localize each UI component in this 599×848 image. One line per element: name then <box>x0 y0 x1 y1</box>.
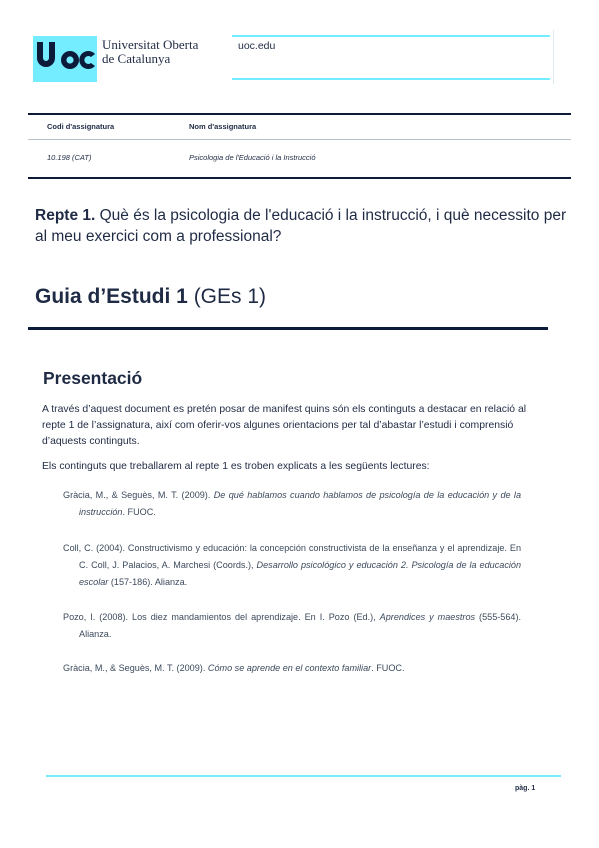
reference-1-title: De qué hablamos cuando hablamos de psicología de la educación y de la instrucción <box>79 490 522 517</box>
reference-3-title: Aprendices y maestros <box>379 612 476 622</box>
reference-1-publisher: . FUOC. <box>122 507 156 517</box>
name-value: Psicologia de l'Educació i la Instrucció <box>189 153 316 162</box>
reference-4-title: Cómo se aprende en el contexto familiar <box>207 663 372 673</box>
name-header: Nom d'assignatura <box>189 122 257 131</box>
challenge-label: Repte 1. <box>35 207 96 224</box>
table-rule-top <box>28 113 571 115</box>
guide-title-rule <box>28 327 548 330</box>
reference-2 <box>63 540 521 591</box>
site-link[interactable]: uoc.edu <box>238 40 276 52</box>
reference-4 <box>63 660 521 677</box>
university-name <box>102 38 198 66</box>
reference-4-authors: Gràcia, M., & Seguès, M. T. (2009). <box>63 663 208 673</box>
header-rule-top <box>232 35 550 37</box>
footer-rule <box>46 775 561 777</box>
challenge-heading <box>35 205 570 247</box>
reference-3-authors: Pozo, I. (2008). Los diez mandamientos del aprendizaje. En I. Pozo (Ed.), <box>63 612 380 622</box>
page-number: pàg. 1 <box>515 785 536 792</box>
reference-4-publisher: . FUOC. <box>371 663 405 673</box>
reference-1 <box>63 487 521 521</box>
reference-2-authors: Coll, C. (2004). Constructivismo y educación: la concepción constructivista de la enseñanza y el aprendizaje. En C. Coll, J. Palacios, A. Marchesi (Coords.), <box>63 543 521 570</box>
code-value: 10.198 (CAT) <box>47 153 92 162</box>
reference-2-publisher: (157-186). Alianza. <box>108 577 188 587</box>
reference-3-publisher: (555-564). Alianza. <box>79 612 522 639</box>
guide-title <box>35 285 266 309</box>
uoc-logo <box>33 36 97 82</box>
intro-paragraph: A través d’aquest document es pretén posar de manifest quins són els continguts a destacar en relació al repte 1 de l’assignatura, així com oferir-vos algunes orientacions per tal d’abastar l’estudi i comprensió d’aquests continguts. <box>42 404 527 447</box>
code-header: Codi d'assignatura <box>47 122 115 131</box>
university-name-line1: Universitat Oberta <box>102 37 199 52</box>
header-rule-bottom <box>232 78 550 80</box>
section-title: Presentació <box>43 368 143 388</box>
guide-title-abbr: (GEs 1) <box>187 285 267 308</box>
guide-title-main: Guia d’Estudi 1 <box>35 285 188 308</box>
reference-2-title: Desarrollo psicológico y educación 2. Psicología de la educación escolar <box>79 560 521 587</box>
reference-3 <box>63 609 521 643</box>
table-rule-bottom <box>28 177 571 179</box>
readings-intro: Els continguts que treballarem al repte 1 es troben explicats a les següents lectures: <box>42 461 430 472</box>
header-vertical-rule <box>553 30 554 84</box>
table-rule-mid <box>28 139 571 140</box>
university-name-line2: de Catalunya <box>102 51 171 66</box>
challenge-text: Què és la psicologia de l'educació i la instrucció, i què necessito per al meu exercici com a professional? <box>35 207 567 245</box>
reference-1-authors: Gràcia, M., & Seguès, M. T. (2009). <box>63 490 214 500</box>
